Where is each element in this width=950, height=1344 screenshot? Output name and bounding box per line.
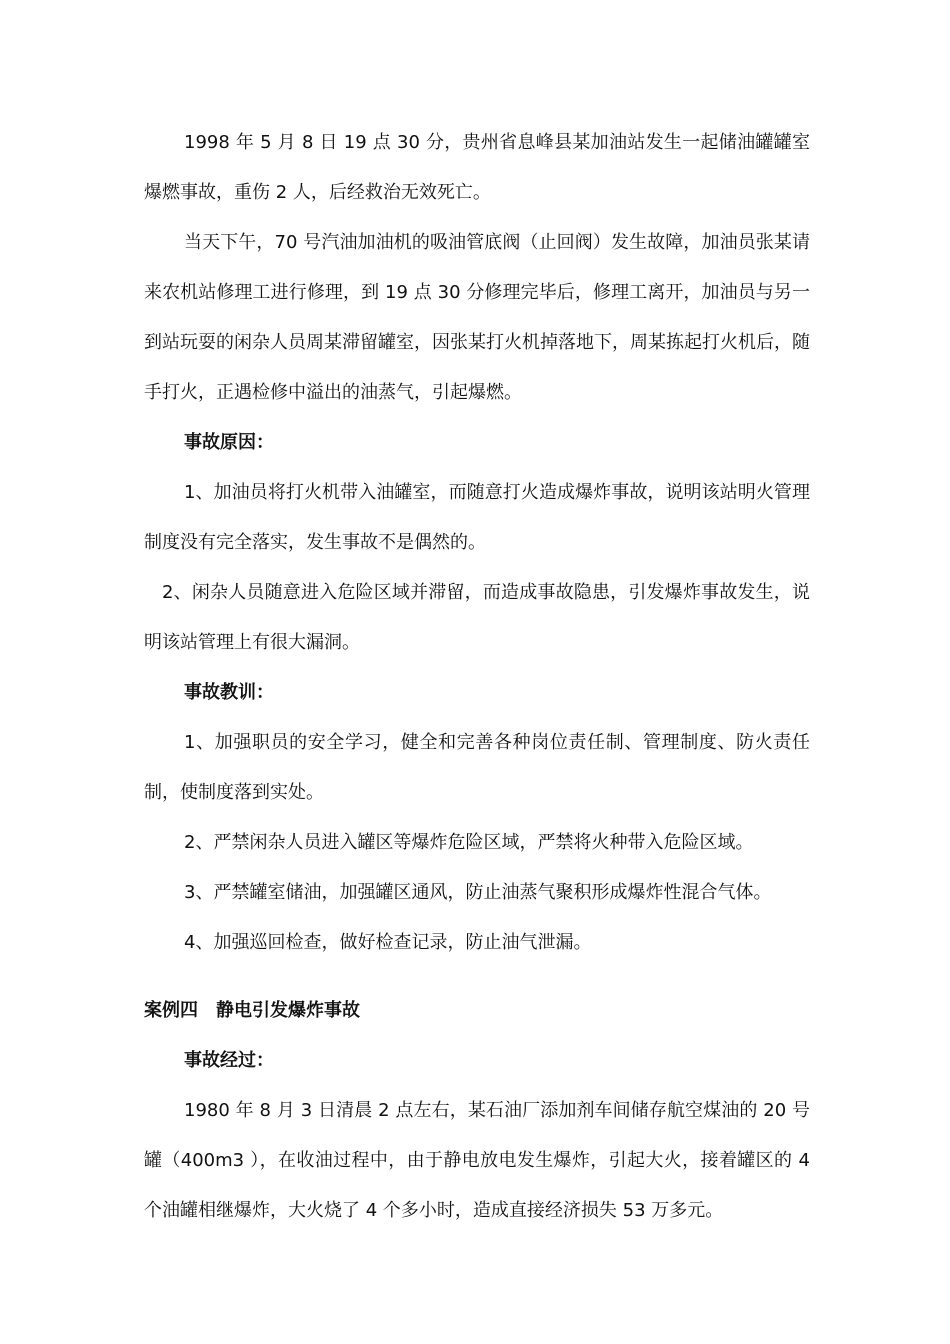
document-body [144, 118, 810, 1236]
detail-paragraph: 当天下午，70 号汽油加油机的吸油管底阀（止回阀）发生故障，加油员张某请来农机站修理工进行修理，到 19 点 30 分修理完毕后，修理工离开，加油员与另一到站玩耍的闲杂人员周某滞留罐室，因张某打火机掉落地下，周某拣起打火机后，随手打火，正遇检修中溢出的油蒸气，引起爆燃。 [144, 232, 810, 403]
lesson-item-2: 2、严禁闲杂人员进入罐区等爆炸危险区域，严禁将火种带入危险区域。 [184, 832, 754, 853]
process-paragraph: 1980 年 8 月 3 日清晨 2 点左右，某石油厂添加剂车间储存航空煤油的 20 号罐（400m3 ），在收油过程中，由于静电放电发生爆炸，引起大火，接着罐区的 4 个油罐相继爆炸，大火烧了 4 个多小时，造成直接经济损失 53 万多元。 [144, 1100, 810, 1221]
lesson-item-4: 4、加强巡回检查，做好检查记录，防止油气泄漏。 [184, 932, 592, 953]
cause-item-2: 2、闲杂人员随意进入危险区域并滞留，而造成事故隐患，引发爆炸事故发生，说明该站管理上有很大漏洞。 [144, 582, 810, 653]
intro-paragraph: 1998 年 5 月 8 日 19 点 30 分，贵州省息峰县某加油站发生一起储油罐罐室爆燃事故，重伤 2 人，后经救治无效死亡。 [144, 132, 810, 203]
lesson-item-3: 3、严禁罐室储油，加强罐区通风，防止油蒸气聚积形成爆炸性混合气体。 [184, 882, 772, 903]
cause-item-1: 1、加油员将打火机带入油罐室，而随意打火造成爆炸事故，说明该站明火管理制度没有完全落实，发生事故不是偶然的。 [144, 482, 810, 553]
lesson-heading: 事故教训： [184, 682, 274, 703]
case4-title: 案例四 静电引发爆炸事故 [144, 1000, 360, 1021]
cause-heading: 事故原因： [184, 432, 274, 453]
lesson-item-1: 1、加强职员的安全学习，健全和完善各种岗位责任制、管理制度、防火责任制，使制度落到实处。 [144, 732, 810, 803]
process-heading: 事故经过： [184, 1050, 274, 1071]
